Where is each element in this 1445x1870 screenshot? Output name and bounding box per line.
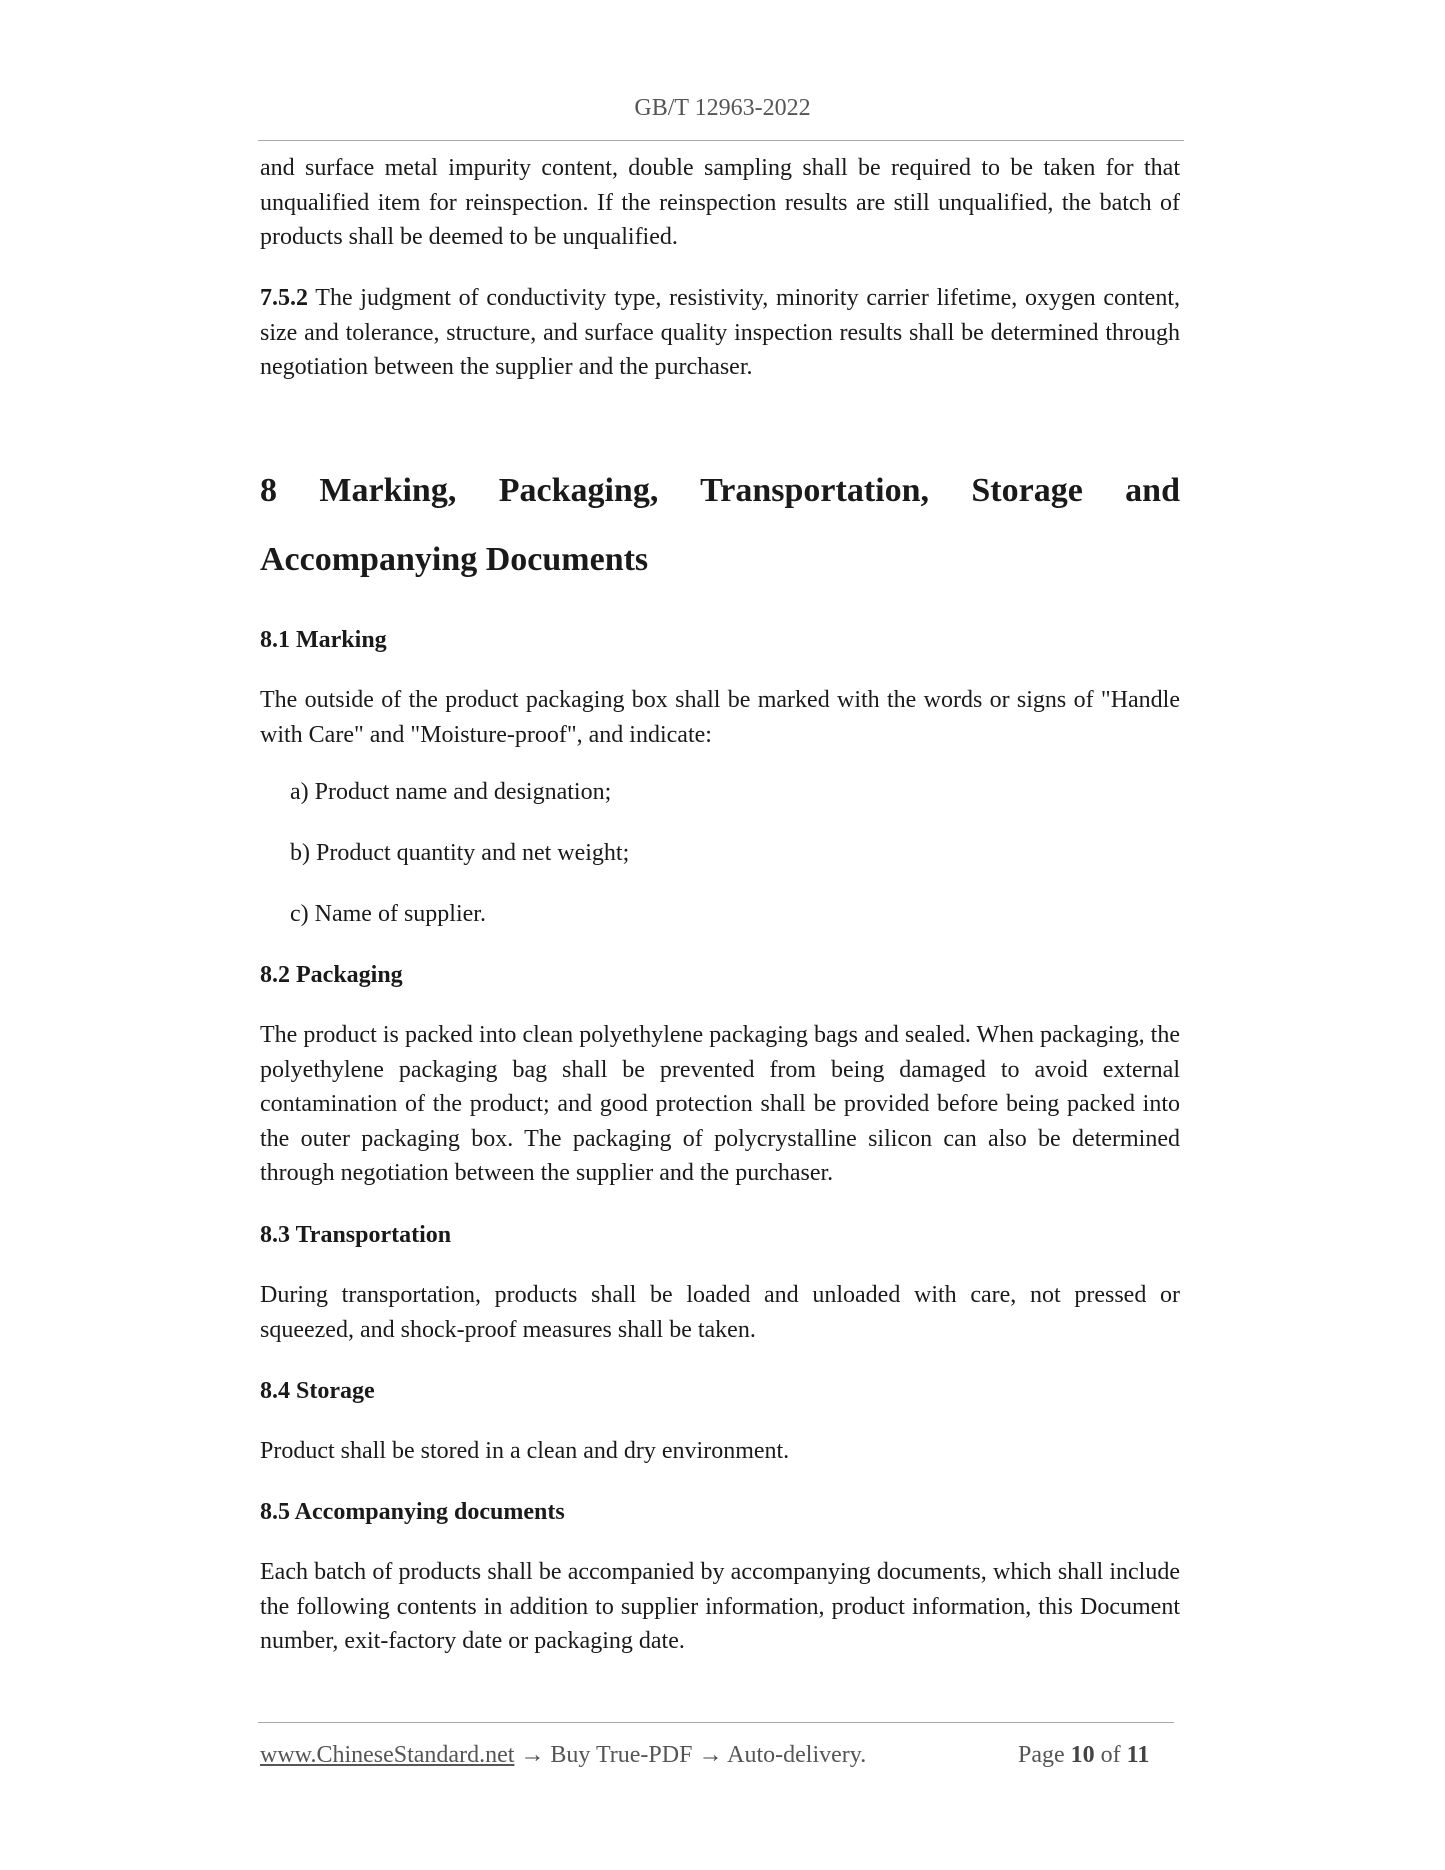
clause-7-5-2 bbox=[260, 281, 1180, 385]
document-header-title: GB/T 12963-2022 bbox=[634, 95, 811, 121]
list-item: c) Name of supplier. bbox=[290, 901, 486, 927]
section-8-1-text: The outside of the product packaging box shall be marked with the words or signs of "Handle with Care" and "Moisture-proof", and indicate: bbox=[260, 687, 1180, 748]
chinese-standard-link[interactable]: www.ChineseStandard.net bbox=[260, 1742, 515, 1768]
page-total: 11 bbox=[1126, 1742, 1150, 1768]
page-label: Page bbox=[1018, 1742, 1065, 1768]
auto-delivery-text: Auto-delivery. bbox=[722, 1742, 867, 1768]
section-8-4-text: Product shall be stored in a clean and dry environment. bbox=[260, 1438, 790, 1464]
section-8-5-heading: 8.5 Accompanying documents bbox=[260, 1499, 565, 1525]
section-8-2-text: The product is packed into clean polyethylene packaging bags and sealed. When packaging, the polyethylene packaging bag shall be prevented from being damaged to avoid external contamination of the product; and good protection shall be provided before being packed into the outer packaging box. The packaging of polycrystalline silicon can also be determined through negotiation between the supplier and the purchaser. bbox=[260, 1022, 1180, 1186]
section-8-1-heading: 8.1 Marking bbox=[260, 627, 387, 653]
section-8-2-heading: 8.2 Packaging bbox=[260, 962, 403, 988]
arrow-right-icon: → bbox=[698, 1742, 723, 1768]
section-8-heading-line-1: 8 Marking, Packaging, Transportation, Storage and bbox=[260, 472, 1180, 509]
section-8-3-heading: 8.3 Transportation bbox=[260, 1222, 452, 1248]
section-8-heading-line-2: Accompanying Documents bbox=[260, 541, 649, 578]
arrow-right-icon: → bbox=[520, 1742, 545, 1768]
clause-text: The judgment of conductivity type, resistivity, minority carrier lifetime, oxygen content, size and tolerance, structure, and surface quality inspection results shall be determined through negotiation between the supplier and the purchaser. bbox=[260, 285, 1180, 380]
section-8-3-text: During transportation, products shall be loaded and unloaded with care, not pressed or squeezed, and shock-proof measures shall be taken. bbox=[260, 1282, 1180, 1343]
section-8-4-heading: 8.4 Storage bbox=[260, 1378, 375, 1404]
page-number bbox=[1018, 1740, 1149, 1770]
list-item: a) Product name and designation; bbox=[290, 779, 612, 805]
footer-divider bbox=[258, 1722, 1174, 1723]
footer-links bbox=[260, 1740, 866, 1770]
page-of-label: of bbox=[1100, 1742, 1121, 1768]
header-divider bbox=[258, 140, 1184, 141]
continuation-paragraph: and surface metal impurity content, double sampling shall be required to be taken for that unqualified item for reinspection. If the reinspection results are still unqualified, the batch of products shall be deemed to be unqualified. bbox=[260, 155, 1180, 250]
section-8-5-text: Each batch of products shall be accompanied by accompanying documents, which shall include the following contents in addition to supplier information, product information, this Document number, exit-factory date or packaging date. bbox=[260, 1559, 1180, 1654]
page-current: 10 bbox=[1070, 1742, 1095, 1768]
list-item: b) Product quantity and net weight; bbox=[290, 840, 630, 866]
buy-true-pdf-text: Buy True-PDF bbox=[544, 1742, 699, 1768]
clause-number: 7.5.2 bbox=[260, 285, 308, 311]
